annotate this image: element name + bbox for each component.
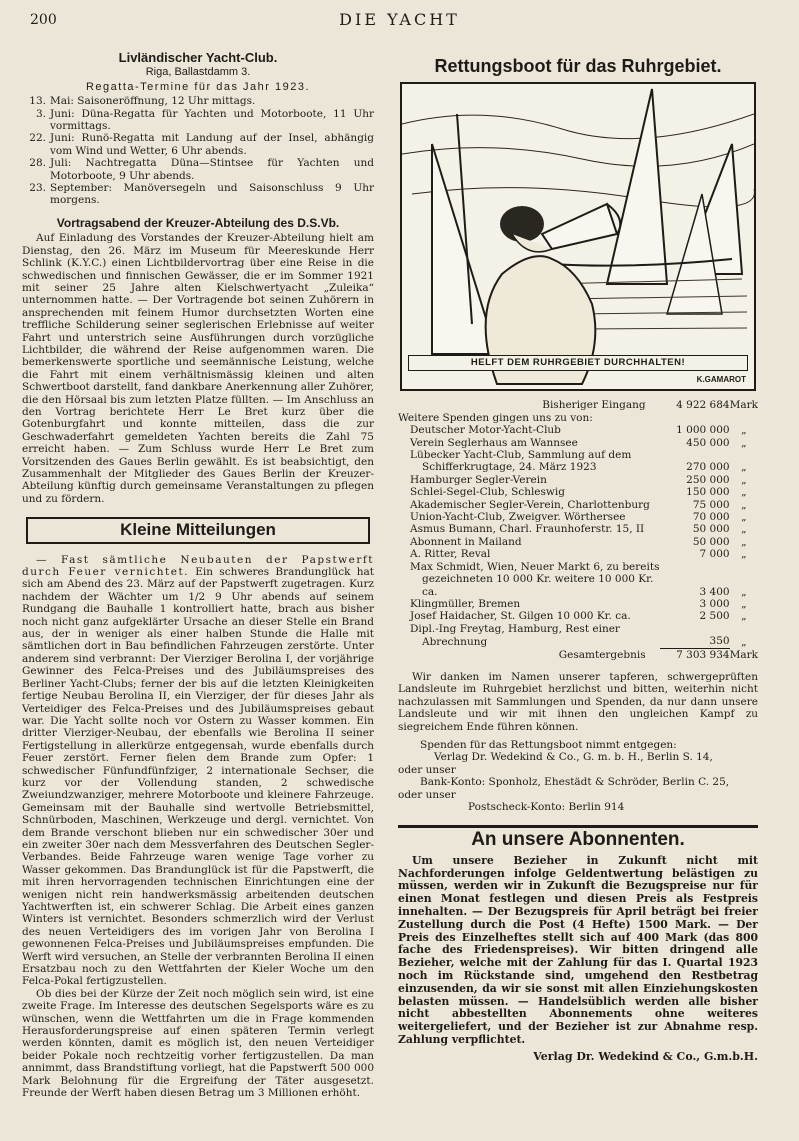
subscribers-text: Um unsere Bezieher in Zukunft nicht mit Nachforderungen infolge Geldentwertung belästigen zu müssen, werden wir in Zukunft die Bezugspreise nur für einen Monat festlegen und diesen Preis als Festpreis innehalten. — Der Bezugspreis für April beträgt bei freier Zustellung durch die Post (4 Hefte) 1500 Mark. — Der Preis des Einzelheftes stellt sich auf 400 Mark (das 800 fache des Friedenspreises). Wir bitten dringend alle Bezieher, welche mit der Zahlung für das I. Quartal 1923 noch im Rückstande sind, umgehend den Restbetrag einzusenden, da wir sie sonst mit allen Einziehungskosten belasten müssen. — Handelsüblich werden alle bisher nicht abbestellten Abonnements ohne weiteres weitergeliefert, und der Bezieher ist zur Abnahme resp. Zahlung verpflichtet. <box>398 853 758 1046</box>
section-divider <box>398 825 758 828</box>
donor-name: Union-Yacht-Club, Zweigver. Wörthersee <box>410 511 626 524</box>
regatta-day: 13. <box>29 95 46 108</box>
appeal-text: Wir danken im Namen unserer tapferen, schwergeprüften Landsleute im Ruhrgebiet herzlichst und bitten, weiterhin nicht nachzulassen mit Sammlungen und Spenden, da nur dann unsere Landsleute und wir mit ihnen den ungleichen Kampf zu siegreichem Ende führen können. <box>398 670 758 733</box>
donation-row-cont <box>398 573 758 598</box>
total-label: Gesamtergebnis <box>558 648 646 661</box>
regatta-day: 22. <box>29 132 46 145</box>
donation-row <box>398 598 758 610</box>
donor-name-cont: Schifferkrugtage, 24. März 1923 <box>422 461 597 474</box>
club-name: Livländischer Yacht-Club. <box>118 50 278 65</box>
donation-row <box>398 548 758 560</box>
ditto-mark: „ <box>741 473 747 486</box>
left-column <box>22 52 374 1100</box>
club-address: Riga, Ballastdamm 3. <box>145 66 251 79</box>
donation-amount: 50 000 <box>692 535 730 548</box>
illustration-drawing <box>402 84 754 389</box>
donation-amount: 2 500 <box>699 610 730 623</box>
donation-amount: 450 000 <box>686 436 730 449</box>
ditto-mark: „ <box>741 424 747 437</box>
donation-amount: 50 000 <box>692 523 730 536</box>
donation-amount: 250 000 <box>686 473 730 486</box>
notes-heading: Kleine Mitteilungen <box>26 517 370 543</box>
donor-name: Klingmüller, Bremen <box>410 597 521 610</box>
ditto-mark: „ <box>741 486 747 499</box>
ditto-mark: „ <box>741 597 747 610</box>
ditto-mark: „ <box>741 548 747 561</box>
regatta-day: 3. <box>35 107 46 120</box>
donation-amount: 150 000 <box>686 486 730 499</box>
donor-name: A. Ritter, Reval <box>410 548 491 561</box>
donor-name: Max Schmidt, Wien, Neuer Markt 6, zu bereits <box>410 560 660 573</box>
donation-row <box>398 523 758 535</box>
donor-name-cont: gezeichneten 10 000 Kr. weitere 10 000 Kr. ca. <box>422 573 654 598</box>
ditto-mark: „ <box>741 585 747 598</box>
donor-name: Asmus Bumann, Charl. Fraunhoferstr. 15, II <box>410 523 645 536</box>
notes-paragraph <box>22 554 374 988</box>
regatta-text: September: Manöversegeln und Saisonschluss 9 Uhr morgens. <box>50 182 374 207</box>
running-title: DIE YACHT <box>339 10 460 29</box>
ditto-mark: „ <box>741 610 747 623</box>
regatta-text: Juli: Nachtregatta Düna—Stintsee für Yachten und Motorboote, 9 Uhr abends. <box>50 157 374 182</box>
notes-lead: — Fast sämtliche Neubauten der Papstwerft durch Feuer vernichtet. <box>22 553 374 579</box>
right-column <box>398 52 758 1063</box>
ditto-mark: „ <box>741 635 747 648</box>
notes-text: Ein schweres Brandunglück hat sich am Abend des 23. März auf der Papstwerft zugetragen. Kurz nachdem der Wächter um 1/2 9 Uhr abends auf seinem Rundgang die Bauhalle 1 kontrolliert hatte, brach aus bisher noch nicht ganz aufgeklärter Ursache an dieser Stelle ein Brand aus, der in weniger als einer halben Stunde die Halle mit sämtlichen dort in Bau befindlichen Fahrzeugen zerstörte. Unter anderem sind verbrannt: Der Vierziger Berolina I, der vorjährige Gewinner des Felca-Preises und des Jubiläumspreises des Berliner Yacht-Clubs; ferner der bis auf die letzten Kleinigkeiten fertige Neubau Berolina II, ein Vierziger, der für dieses Jahr als Verteidiger des Felca-Preises und des Jubiläumspreises gebaut war. Die Yacht sollte noch vor Ostern zu Wasser kommen. Ein dritter Vierziger-Neubau, der ebenfalls wie Berolina II seiner Fertigstellung in allerkürze entgegensah, wurde ebenfalls durch Feuer zerstört. Ferner fielen dem Brande zum Opfer: 1 schwedischer Fünfundfünfziger, 2 internationale Sechser, die kurz vor der Vollendung standen, 2 schwedische Zweiundzwanziger, mehrere Motorboote und kleinere Fahrzeuge. Gemeinsam mit der Bauhalle sind wertvolle Betriebsmittel, Schnürboden, Maschinen, Werkzeuge und dergl. vernichtet. Von dem Brande verschont blieben nur ein schwedischer 30er und ein zweiter 30er nach dem Messverfahren des Deutschen Segler-Verbandes. Beide Fahrzeuge waren wenige Tage vorher zu Wasser gekommen. Das Brandunglück ist für die Papstwerft, die mit ihren hervorragenden technischen Einrichtungen eine der wenigen nicht rein handwerksmässig arbeitenden deutschen Yachtwerften ist, ein schwerer Schlag. Die Arbeit eines ganzen Winters ist vernichtet. Besonders schmerzlich wird der Verlust des neuen Verteidigers des im vorigen Jahr von Berolina I gewonnenen Felca-Preises und Jubiläumspreises empfunden. Die Werft wird versuchen, an Stelle der verbrannten Berolina II einen Ersatzbau noch zu den Wettfahrten der Kieler Woche um den Felca-Pokal fertigzustellen. <box>22 566 374 988</box>
donation-amount: 270 000 <box>686 461 730 474</box>
lecture-title: Vortragsabend der Kreuzer-Abteilung des D.S.Vb. <box>56 215 340 230</box>
ditto-mark: „ <box>741 461 747 474</box>
donation-row <box>398 437 758 449</box>
donor-name: Akademischer Segler-Verein, Charlottenburg <box>410 498 650 511</box>
ditto-mark: „ <box>741 511 747 524</box>
rescue-title: Rettungsboot für das Ruhrgebiet. <box>434 56 722 76</box>
regatta-date-item <box>22 157 374 182</box>
donation-row <box>398 474 758 486</box>
donation-row <box>398 536 758 548</box>
donor-name: Dipl.-Ing Freytag, Hamburg, Rest einer <box>410 622 620 635</box>
page-number: 200 <box>30 12 57 28</box>
illustration-caption: HELFT DEM RUHRGEBIET DURCHHALTEN! <box>408 355 748 371</box>
donor-name: Josef Haidacher, St. Gilgen 10 000 Kr. ca. <box>410 610 631 623</box>
donation-row <box>398 486 758 498</box>
accept-intro: Spenden für das Rettungsboot nimmt entgegen: <box>420 738 677 751</box>
ditto-mark: „ <box>741 535 747 548</box>
regatta-text: Mai: Saisoneröffnung, 12 Uhr mittags. <box>50 95 256 108</box>
donation-amount: 3 000 <box>699 597 730 610</box>
regatta-date-item <box>22 182 374 207</box>
illustration-signature: K.GAMAROT <box>696 375 746 384</box>
regatta-date-item <box>22 95 374 107</box>
donation-row <box>398 610 758 622</box>
notes-paragraph-2: Ob dies bei der Kürze der Zeit noch möglich sein wird, ist eine zweite Frage. Im Interesse des deutschen Segelsports wäre es zu wünschen, wenn die Wettfahrten um die in Frage kommenden Herausforderungspreise auf einen späteren Termin verlegt werden könnten, damit es möglich ist, den neuen Verteidiger beider Pokale noch rechtzeitig vorher fertigzustellen. Da man annimmt, dass Brandstiftung vorliegt, hat die Papstwerft 500 000 Mark Belohnung für die Ergreifung der Täter ausgesetzt. Freunde der Werft haben diesen Betrag um 3 Millionen erhöht. <box>22 987 374 1100</box>
or-line-2: oder unser <box>398 788 456 801</box>
regatta-date-item <box>22 132 374 157</box>
rescue-illustration <box>400 82 756 391</box>
or-line: oder unser <box>398 763 456 776</box>
donations-table <box>398 399 758 661</box>
donation-amount: 1 000 000 <box>676 424 730 437</box>
donor-name: Verein Seglerhaus am Wannsee <box>410 436 578 449</box>
donation-amount: 7 000 <box>699 548 730 561</box>
donation-amount: 70 000 <box>692 511 730 524</box>
bank-account: Bank-Konto: Sponholz, Ehestädt & Schröder, Berlin C. 25, <box>420 776 730 789</box>
donation-row <box>398 511 758 523</box>
regatta-day: 28. <box>29 157 46 170</box>
donation-row <box>398 561 758 573</box>
donation-row <box>398 499 758 511</box>
donor-name: Deutscher Motor-Yacht-Club <box>410 424 561 437</box>
currency: Mark <box>729 648 758 661</box>
accept-publisher: Verlag Dr. Wedekind & Co., G. m. b. H., Berlin S. 14, <box>434 751 713 764</box>
lecture-text: Auf Einladung des Vorstandes der Kreuzer-Abteilung hielt am Dienstag, den 26. März im Museum für Meereskunde Herr Schlink (K.Y.C.) einen Lichtbildervortrag über eine Reise in die schwedischen und finnischen Gewässer, die er im Sommer 1921 mit seiner 25 Jahre alten Kielschwertyacht „Zuleika“ unternommen hatte. — Der Vortragende bot seinen Zuhörern in ansprechenden mit feinem Humor durchsetzten Worten eine treffliche Schilderung seiner seglerischen Erlebnisse auf weiter Fahrt und unterstrich seine Ausführungen durch vorzügliche Lichtbilder, die während der Reise aufgenommen waren. Die bemerkenswerte sportliche und seemännische Leistung, welche die Fahrt mit einem verhältnismässig kleinen und alten Schwertboot darstellt, fand dankbare Anerkennung aller Zuhörer, die den Hörsaal bis zum letzten Platze füllten. — Im Anschluss an den Vortrag berichtete Herr Le Bret kurz über die Gotenburgfahrt und konnte mitteilen, dass die zur Geschwaderfahrt gemeldeten Yachten bereits die Zahl 75 erreicht haben. — Zum Schluss wurde Herr Le Bret zum Vorsitzenden des Gaues Berlin gewählt. Es ist beabsichtigt, den Zusammenhalt der Mitglieder des Gaues Berlin der Kreuzer-Abteilung künftig durch gemeinsame Veranstaltungen zu pflegen und zu fördern. <box>22 232 374 505</box>
donation-row-cont <box>398 635 758 648</box>
previous-amount: 4 922 684 <box>676 399 730 412</box>
donation-row <box>398 623 758 635</box>
donation-row <box>398 424 758 436</box>
regatta-text: Juni: Düna-Regatta für Yachten und Motorboote, 11 Uhr vormittags. <box>50 107 374 133</box>
regatta-text: Juni: Runö-Regatta mit Landung auf der Insel, abhängig vom Wind und Wetter, 6 Uhr abends. <box>50 132 374 157</box>
subscribers-title: An unsere Abonnenten. <box>471 829 685 851</box>
ditto-mark: „ <box>741 523 747 536</box>
donation-amount: 75 000 <box>692 498 730 511</box>
donor-name-cont: Abrechnung <box>422 635 488 648</box>
donor-name: Lübecker Yacht-Club, Sammlung auf dem <box>410 449 632 462</box>
donation-amount: 350 <box>709 635 730 648</box>
regatta-dates <box>22 95 374 207</box>
donation-amount: 3 400 <box>699 585 730 598</box>
regatta-day: 23. <box>29 182 46 195</box>
total-amount: 7 303 934 <box>660 648 730 661</box>
postcheck-account: Postscheck-Konto: Berlin 914 <box>468 801 625 813</box>
currency: Mark <box>729 399 758 412</box>
regatta-date-item <box>22 108 374 133</box>
subscribers-signature: Verlag Dr. Wedekind & Co., G.m.b.H. <box>533 1049 758 1063</box>
previous-label: Bisheriger Eingang <box>542 399 646 412</box>
donor-name: Abonnent in Mailand <box>410 535 522 548</box>
donation-row-cont <box>398 461 758 473</box>
donor-name: Schlei-Segel-Club, Schleswig <box>410 486 565 499</box>
regatta-title: Regatta-Termine für das Jahr 1923. <box>85 80 311 93</box>
total-row <box>398 648 758 661</box>
ditto-mark: „ <box>741 498 747 511</box>
ditto-mark: „ <box>741 436 747 449</box>
previous-total-row <box>398 399 758 411</box>
donor-name: Hamburger Segler-Verein <box>410 473 547 486</box>
donation-row <box>398 449 758 461</box>
donations-intro: Weitere Spenden gingen uns zu von: <box>398 411 593 424</box>
